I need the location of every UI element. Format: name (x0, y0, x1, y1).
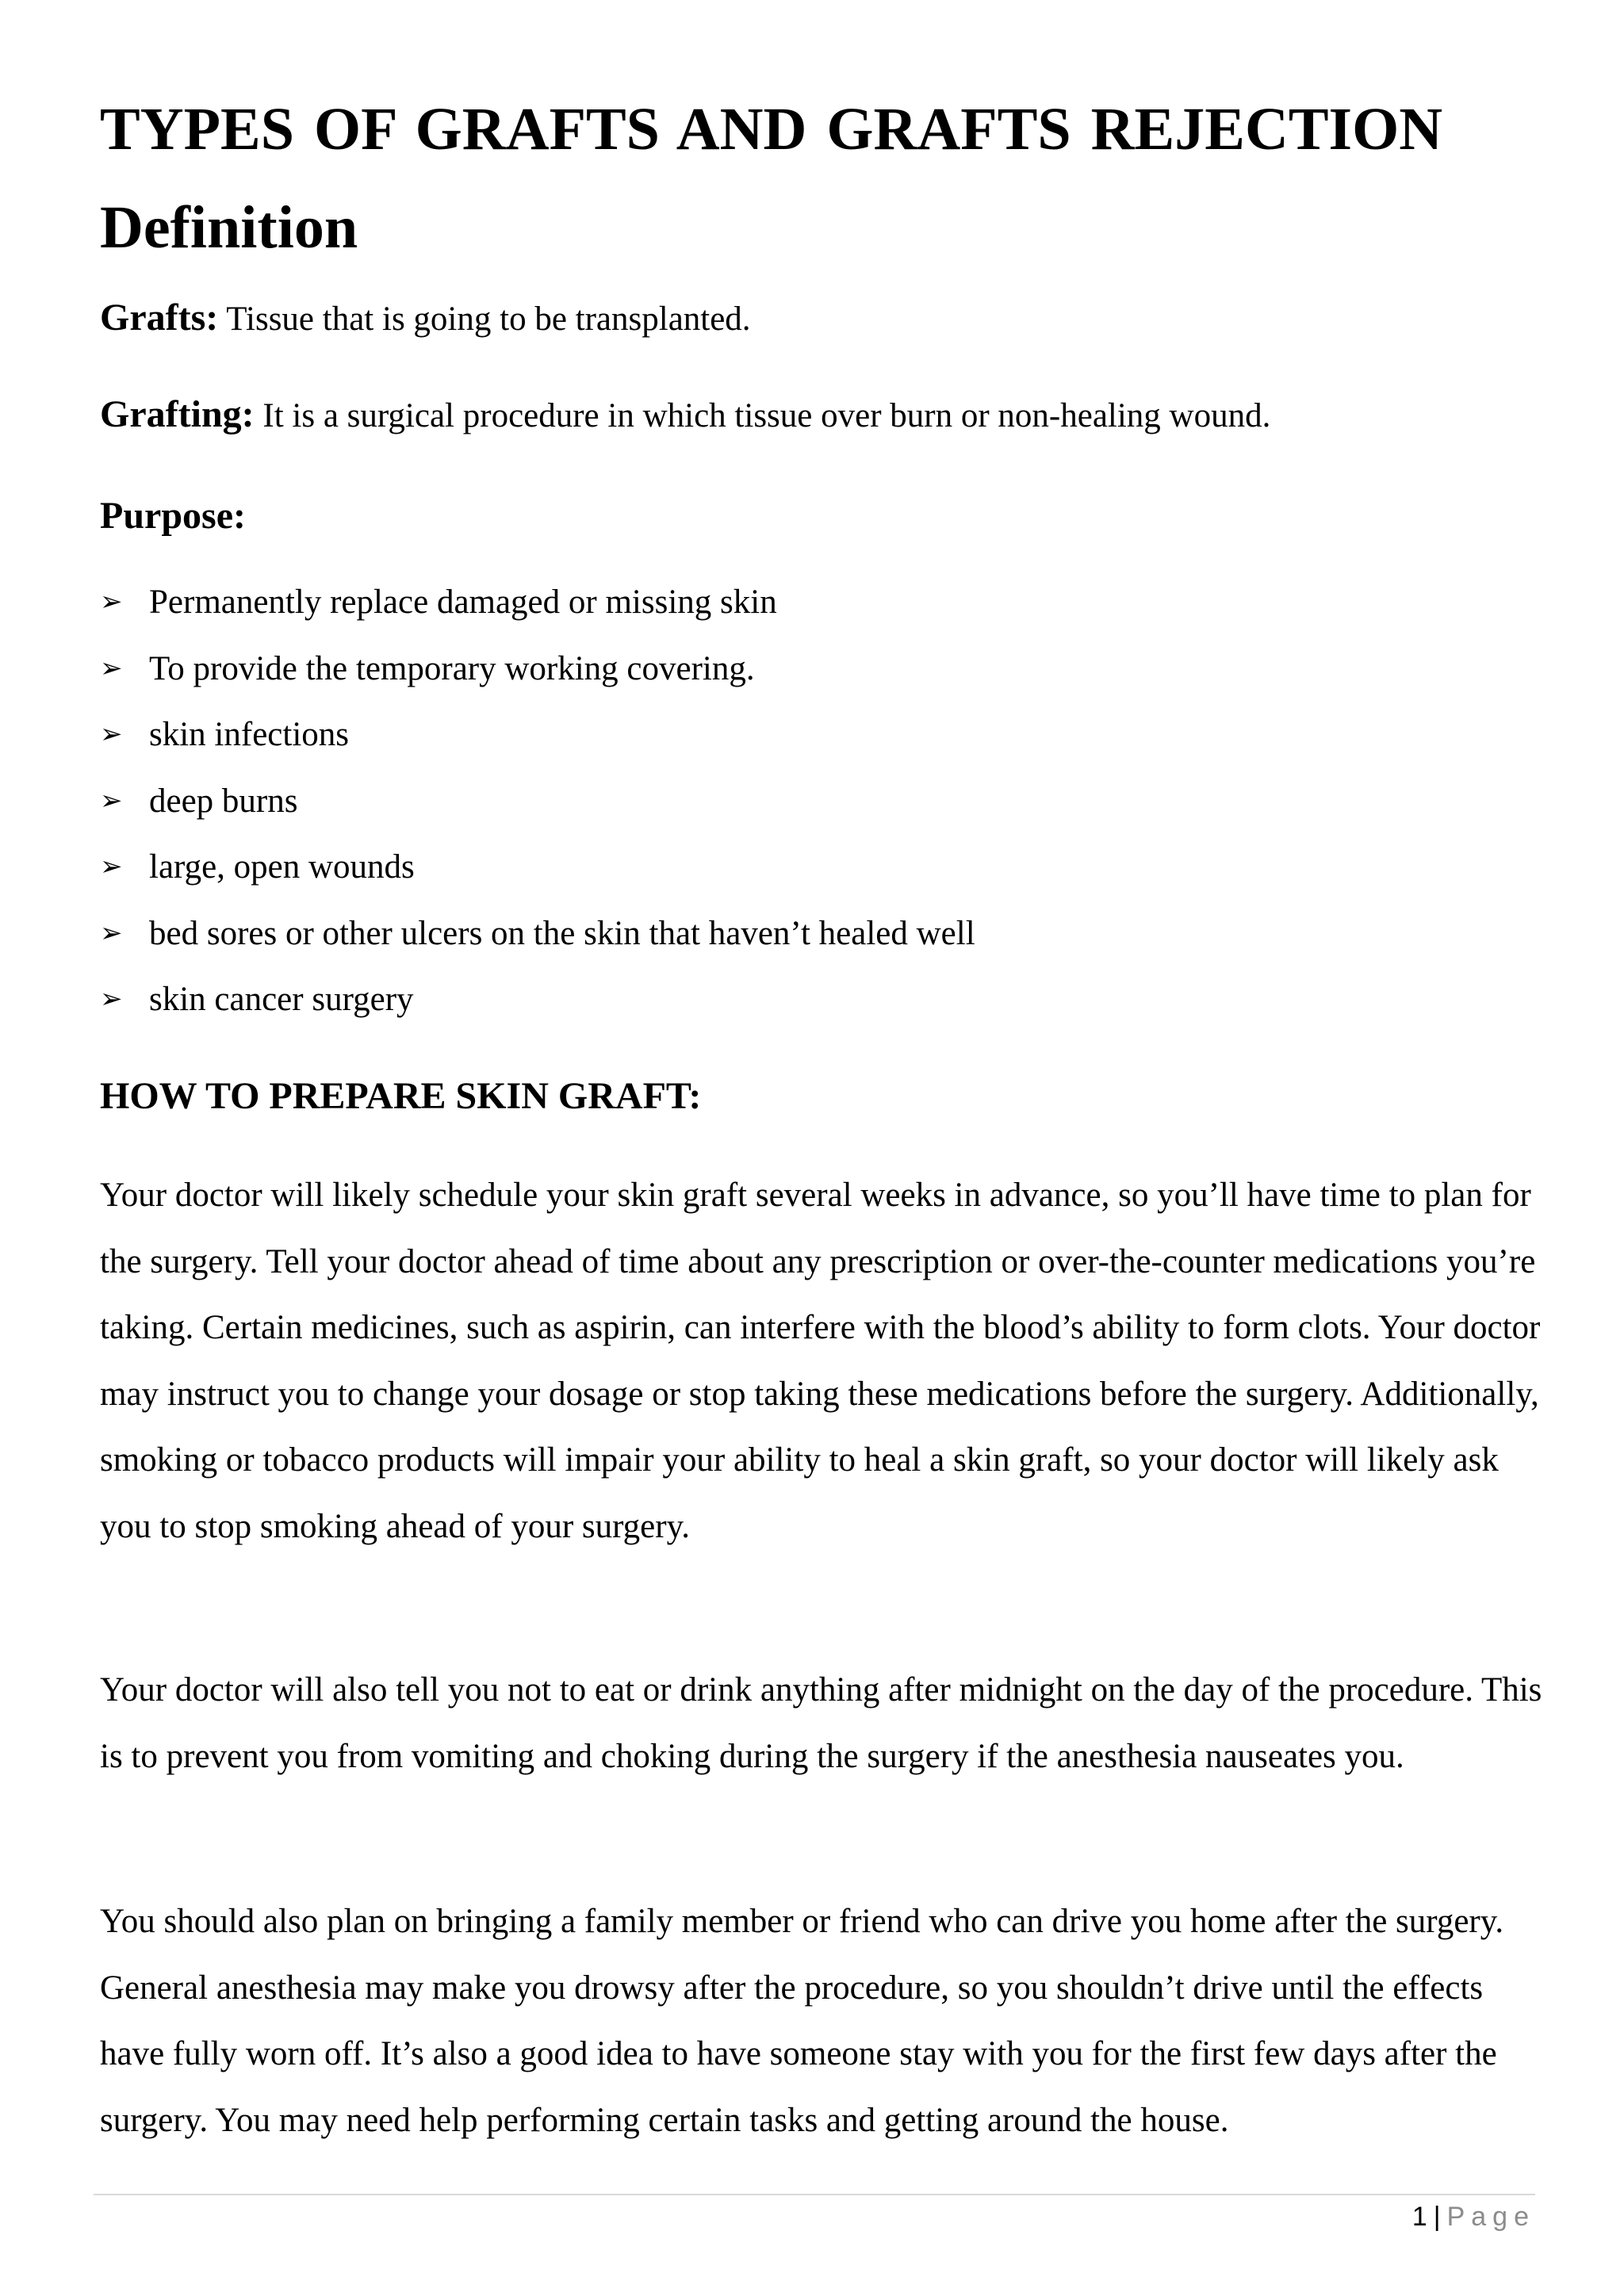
definition-grafts (100, 295, 751, 341)
list-item (100, 979, 975, 1046)
footer-divider (94, 2194, 1535, 2195)
list-item (100, 714, 975, 781)
document-title: TYPES OF GRAFTS AND GRAFTS REJECTION (100, 96, 1443, 163)
list-item (100, 781, 975, 848)
list-item-text: bed sores or other ulcers on the skin that haven’t healed well (149, 914, 975, 952)
paragraph-fasting: Your doctor will also tell you not to eat or drink anything after midnight on the day of the procedure. This is to prevent you from vomiting and choking during the surgery if the anesthesia nauseates you. (100, 1671, 1542, 1775)
definition-term: Grafting: (100, 393, 255, 435)
page-separator: | (1433, 2202, 1441, 2232)
arrowhead-bullet-icon: ➢ (100, 718, 123, 750)
arrowhead-bullet-icon: ➢ (100, 916, 123, 949)
arrowhead-bullet-icon: ➢ (100, 851, 123, 882)
list-item-text: Permanently replace damaged or missing skin (149, 584, 777, 621)
page-label: Page (1446, 2202, 1535, 2232)
paragraph-schedule: Your doctor will likely schedule your skin graft several weeks in advance, so you’ll have time to plan for the surgery. Tell your doctor ahead of time about any prescription or over-the-counter medications you’re taking. Certain medicines, such as aspirin, can interfere with the blood’s ability to form clots. Your doctor may instruct you to change your dosage or stop taking these medications before the surgery. Additionally, smoking or tobacco products will impair your ability to heal a skin graft, so your doctor will likely ask you to stop smoking ahead of your surgery. (100, 1177, 1541, 1545)
arrowhead-bullet-icon: ➢ (100, 652, 123, 684)
list-item-text: skin cancer surgery (149, 981, 414, 1018)
definition-text: Tissue that is going to be transplanted. (226, 300, 751, 338)
list-item (100, 649, 975, 715)
arrowhead-bullet-icon: ➢ (100, 784, 123, 817)
definition-heading: Definition (100, 194, 358, 261)
purpose-heading: Purpose: (100, 495, 246, 537)
purpose-list (100, 582, 975, 1046)
list-item-text: large, open wounds (149, 848, 415, 886)
list-item (100, 913, 975, 980)
page-footer (1412, 2201, 1535, 2233)
page-number: 1 (1411, 2202, 1427, 2232)
prepare-heading: HOW TO PREPARE SKIN GRAFT: (100, 1075, 702, 1117)
list-item-text: To provide the temporary working covering. (149, 649, 755, 687)
list-item (100, 582, 975, 649)
list-item (100, 847, 975, 913)
definition-grafting (100, 392, 1270, 438)
arrowhead-bullet-icon: ➢ (100, 983, 123, 1015)
definition-term: Grafts: (100, 297, 219, 339)
list-item-text: deep burns (149, 782, 298, 820)
list-item-text: skin infections (149, 716, 349, 753)
arrowhead-bullet-icon: ➢ (100, 586, 123, 618)
paragraph-transport: You should also plan on bringing a family member or friend who can drive you home after the surgery. General anesthesia may make you drowsy after the procedure, so you shouldn’t drive until the effects have fully worn off. It’s also a good idea to have someone stay with you for the first few days after the surgery. You may need help performing certain tasks and getting around the house. (100, 1903, 1504, 2139)
definition-text: It is a surgical procedure in which tissue over burn or non-healing wound. (262, 397, 1271, 434)
